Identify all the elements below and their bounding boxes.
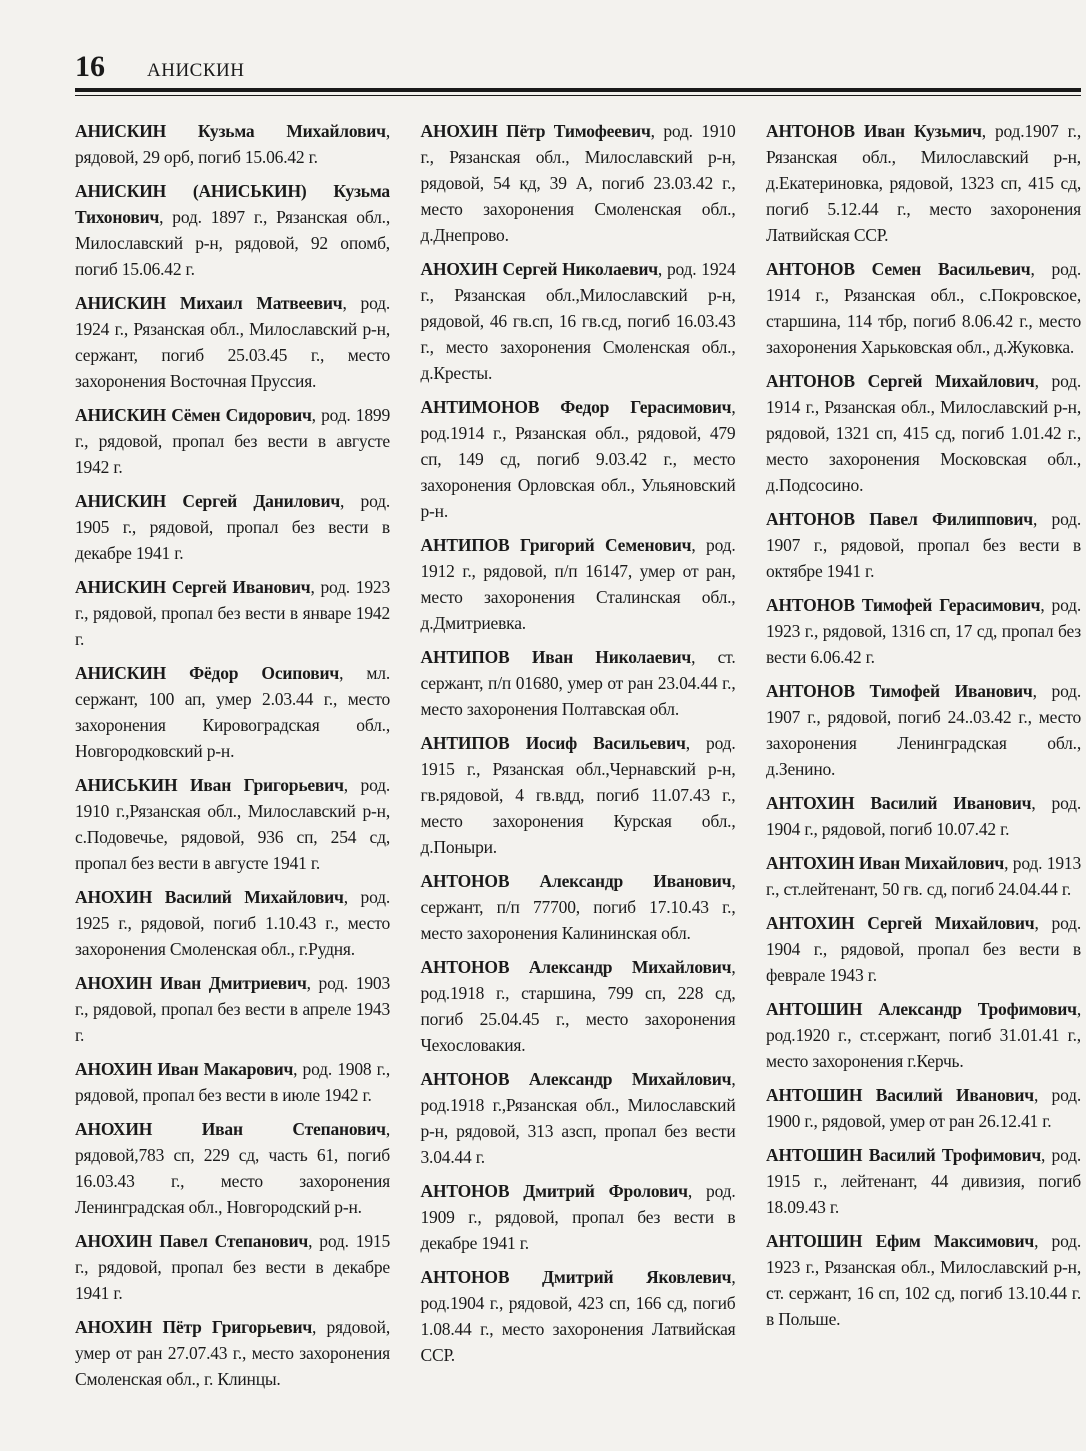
entry-name: АНИСКИН Сергей Данилович bbox=[75, 491, 341, 511]
column-1 bbox=[75, 118, 390, 1418]
entry-details: , род. 1924 г., Рязанская обл., Милославский р-н, сержант, погиб 25.03.45 г., место захоронения Восточная Пруссия. bbox=[75, 293, 391, 391]
entry-name: АНТОШИН Василий Трофимович bbox=[766, 1145, 1041, 1165]
entry-name: АНТОНОВ Дмитрий Яковлевич bbox=[420, 1267, 732, 1287]
entry-details: , род. 1923 г., Рязанская обл., Милославский р-н, ст. сержант, 16 сп, 102 сд, погиб 13.10.44 г. в Польше. bbox=[766, 1231, 1081, 1329]
entry-details: , род. 1923 г., рядовой, пропал без вести в январе 1942 г. bbox=[75, 577, 390, 649]
entry bbox=[421, 954, 736, 1058]
entry-details: , род.1907 г., Рязанская обл., Милославский р-н, д.Екатериновка, рядовой, 1323 сп, 415 сд, погиб 5.12.44 г., место захоронения Латвийская ССР. bbox=[766, 121, 1081, 245]
entry-details: , род. 1915 г., Рязанская обл.,Чернавский р-н, гв.рядовой, 4 гв.вдд, погиб 11.07.43 г., место захоронения Курская обл., д.Поныри. bbox=[420, 733, 736, 857]
entry bbox=[421, 532, 736, 636]
entry bbox=[75, 884, 390, 962]
entry-details: , род. 1915 г., рядовой, пропал без вести в декабре 1941 г. bbox=[75, 1231, 391, 1303]
entry-name: АНТОНОВ Семен Васильевич bbox=[766, 259, 1031, 279]
entry-name: АНОХИН Иван Макарович bbox=[75, 1059, 294, 1079]
entry-details: , род. 1909 г., рядовой, пропал без вести в декабре 1941 г. bbox=[420, 1181, 736, 1253]
entry-details: , род. 1899 г., рядовой, пропал без вести в августе 1942 г. bbox=[75, 405, 390, 477]
entry bbox=[766, 368, 1081, 498]
entry-details: , род.1920 г., ст.сержант, погиб 31.01.41 г., место захоронения г.Керчь. bbox=[766, 999, 1081, 1071]
entry-details: , род. 1908 г., рядовой, пропал без вести в июле 1942 г. bbox=[75, 1059, 391, 1105]
entry-details: , род.1918 г., старшина, 799 сп, 228 сд, погиб 25.04.45 г., место захоронения Чехословакия. bbox=[420, 957, 736, 1055]
entry-name: АНТОНОВ Дмитрий Фролович bbox=[420, 1181, 688, 1201]
entry-details: , род. 1903 г., рядовой, пропал без вести в апреле 1943 г. bbox=[75, 973, 390, 1045]
entry-name: АНОХИН Василий Михайлович bbox=[75, 887, 344, 907]
entry bbox=[421, 644, 736, 722]
entry bbox=[766, 790, 1081, 842]
entry bbox=[75, 1116, 390, 1220]
entry bbox=[766, 678, 1081, 782]
entry-details: , рядовой, умер от ран 27.07.43 г., место захоронения Смоленская обл., г. Клинцы. bbox=[75, 1317, 390, 1389]
column-2 bbox=[421, 118, 736, 1418]
entry-name: АНОХИН Пётр Григорьевич bbox=[75, 1317, 312, 1337]
entry-name: АНОХИН Иван Степанович bbox=[75, 1119, 386, 1139]
entry-details: , род. 1912 г., рядовой, п/п 16147, умер от ран, место захоронения Сталинская обл., д.Дмитриевка. bbox=[420, 535, 736, 633]
entry bbox=[75, 118, 390, 170]
entry-details: , род. 1907 г., рядовой, пропал без вести в октябре 1941 г. bbox=[766, 509, 1082, 581]
entry bbox=[75, 488, 390, 566]
entry-details: , род. 1915 г., лейтенант, 44 дивизия, погиб 18.09.43 г. bbox=[766, 1145, 1082, 1217]
entry bbox=[766, 1142, 1081, 1220]
entry-details: , рядовой, 29 орб, погиб 15.06.42 г. bbox=[75, 121, 390, 167]
entry bbox=[421, 730, 736, 860]
entry-name: АНТОНОВ Сергей Михайлович bbox=[766, 371, 1035, 391]
entry bbox=[766, 1082, 1081, 1134]
entry-name: АНТИМОНОВ Федор Герасимович bbox=[420, 397, 732, 417]
entry bbox=[421, 1066, 736, 1170]
entry bbox=[75, 772, 390, 876]
entry bbox=[421, 394, 736, 524]
entry bbox=[766, 850, 1081, 902]
entry-details: , род. 1904 г., рядовой, пропал без вести в феврале 1943 г. bbox=[766, 913, 1081, 985]
entry-details: , род. 1910 г., Рязанская обл., Милославский р-н, рядовой, 54 кд, 39 А, погиб 23.03.42 г., место захоронения Смоленская обл., д.Днепрово. bbox=[420, 121, 736, 245]
entry bbox=[766, 1228, 1081, 1332]
entry bbox=[766, 592, 1081, 670]
entry bbox=[75, 1228, 390, 1306]
entry bbox=[75, 1314, 390, 1392]
entry-name: АНТИПОВ Иван Николаевич bbox=[420, 647, 692, 667]
entry-name: АНОХИН Сергей Николаевич bbox=[420, 259, 658, 279]
entry bbox=[75, 574, 390, 652]
entry-details: , рядовой,783 сп, 229 сд, часть 61, погиб 16.03.43 г., место захоронения Ленинградская обл., Новгородский р-н. bbox=[75, 1119, 390, 1217]
entry-name: АНТОНОВ Тимофей Герасимович bbox=[766, 595, 1041, 615]
entry-details: , ст. сержант, п/п 01680, умер от ран 23.04.44 г., место захоронения Полтавская обл. bbox=[420, 647, 736, 719]
entry-name: АНОХИН Иван Дмитриевич bbox=[75, 973, 307, 993]
entry-details: , сержант, п/п 77700, погиб 17.10.43 г., место захоронения Калининская обл. bbox=[420, 871, 736, 943]
entry bbox=[421, 118, 736, 248]
entry-details: , род. 1907 г., рядовой, погиб 24..03.42 г., место захоронения Ленинградская обл., д.Зенино. bbox=[766, 681, 1081, 779]
entry-name: АНОХИН Пётр Тимофеевич bbox=[420, 121, 651, 141]
entry-details: , род. 1914 г., Рязанская обл., Милославский р-н, рядовой, 1321 сп, 415 сд, погиб 1.01.42 г., место захоронения Московская обл., д.Подсосино. bbox=[766, 371, 1082, 495]
entry-name: АНТОНОВ Александр Михайлович bbox=[420, 1069, 732, 1089]
entry bbox=[75, 178, 390, 282]
entry-name: АНТОШИН Александр Трофимович bbox=[766, 999, 1077, 1019]
page-number: 16 bbox=[75, 50, 105, 83]
entry-details: , мл. сержант, 100 ап, умер 2.03.44 г., место захоронения Кировоградская обл., Новгородковский р-н. bbox=[75, 663, 390, 761]
entry-name: АНИСКИН Михаил Матвеевич bbox=[75, 293, 343, 313]
entry bbox=[421, 256, 736, 386]
entry-name: АНИСКИН Сергей Иванович bbox=[75, 577, 311, 597]
page-header bbox=[75, 50, 1081, 88]
entry-details: , род. 1914 г., Рязанская обл., с.Покровское, старшина, 114 тбр, погиб 8.06.42 г., место захоронения Харьковская обл., д.Жуковка. bbox=[766, 259, 1081, 357]
entry bbox=[421, 1264, 736, 1368]
entries-columns bbox=[75, 118, 1081, 1418]
running-head: АНИСКИН bbox=[147, 60, 245, 81]
entry-details: , род. 1897 г., Рязанская обл., Милославский р-н, рядовой, 92 опомб, погиб 15.06.42 г. bbox=[75, 207, 390, 279]
entry-details: , род.1918 г.,Рязанская обл., Милославский р-н, рядовой, 313 азсп, пропал без вести 3.04.44 г. bbox=[420, 1069, 736, 1167]
entry-details: , род. 1923 г., рядовой, 1316 сп, 17 сд, пропал без вести 6.06.42 г. bbox=[766, 595, 1082, 667]
entry-details: , род.1914 г., Рязанская обл., рядовой, 479 сп, 149 сд, погиб 9.03.42 г., место захоронения Орловская обл., Ульяновский р-н. bbox=[420, 397, 736, 521]
entry-name: АНИСКИН Сёмен Сидорович bbox=[75, 405, 312, 425]
entry bbox=[766, 506, 1081, 584]
entry-details: , род. 1913 г., ст.лейтенант, 50 гв. сд, погиб 24.04.44 г. bbox=[766, 853, 1081, 899]
entry-name: АНТОШИН Ефим Максимович bbox=[766, 1231, 1035, 1251]
entry-details: , род. 1910 г.,Рязанская обл., Милославский р-н, с.Подовечье, рядовой, 936 сп, 254 сд, пропал без вести в августе 1941 г. bbox=[75, 775, 390, 873]
entry bbox=[75, 402, 390, 480]
entry-name: АНТОНОВ Иван Кузьмич bbox=[766, 121, 982, 141]
entry bbox=[75, 290, 390, 394]
entry bbox=[766, 118, 1081, 248]
entry-name: АНТОХИН Сергей Михайлович bbox=[766, 913, 1035, 933]
entry bbox=[766, 996, 1081, 1074]
entry bbox=[766, 910, 1081, 988]
entry-name: АНТОХИН Василий Иванович bbox=[766, 793, 1032, 813]
entry bbox=[75, 970, 390, 1048]
entry-name: АНТОНОВ Тимофей Иванович bbox=[766, 681, 1033, 701]
entry bbox=[421, 1178, 736, 1256]
entry-name: АНТОНОВ Александр Иванович bbox=[420, 871, 732, 891]
entry bbox=[421, 868, 736, 946]
entry-name: АНИСКИН Кузьма Михайлович bbox=[75, 121, 386, 141]
entry bbox=[75, 1056, 390, 1108]
entry-name: АНОХИН Павел Степанович bbox=[75, 1231, 309, 1251]
entry-details: , род. 1924 г., Рязанская обл.,Милославский р-н, рядовой, 46 гв.сп, 16 гв.сд, погиб 16.03.43 г., место захоронения Смоленская обл., д.Кресты. bbox=[420, 259, 736, 383]
entry-details: , род. 1904 г., рядовой, погиб 10.07.42 г. bbox=[766, 793, 1082, 839]
entry-name: АНТИПОВ Григорий Семенович bbox=[420, 535, 692, 555]
entry-details: , род. 1925 г., рядовой, погиб 1.10.43 г., место захоронения Смоленская обл., г.Рудня. bbox=[75, 887, 390, 959]
entry-name: АНТИПОВ Иосиф Васильевич bbox=[420, 733, 686, 753]
column-3 bbox=[766, 118, 1081, 1418]
entry-name: АНТОШИН Василий Иванович bbox=[766, 1085, 1034, 1105]
entry-name: АНТОНОВ Павел Филиппович bbox=[766, 509, 1033, 529]
entry-name: АНИСЬКИН Иван Григорьевич bbox=[75, 775, 344, 795]
entry-name: АНТОНОВ Александр Михайлович bbox=[420, 957, 732, 977]
entry-name: АНИСКИН Фёдор Осипович bbox=[75, 663, 340, 683]
entry bbox=[766, 256, 1081, 360]
header-rule bbox=[75, 88, 1081, 92]
entry bbox=[75, 660, 390, 764]
entry-details: , род. 1905 г., рядовой, пропал без вести в декабре 1941 г. bbox=[75, 491, 391, 563]
header-rule-thin bbox=[75, 95, 1081, 96]
entry-name: АНИСКИН (АНИСЬКИН) Кузьма Тихонович bbox=[75, 181, 390, 227]
entry-details: , род.1904 г., рядовой, 423 сп, 166 сд, погиб 1.08.44 г., место захоронения Латвийская ССР. bbox=[420, 1267, 736, 1365]
entry-details: , род. 1900 г., рядовой, умер от ран 26.12.41 г. bbox=[766, 1085, 1081, 1131]
entry-name: АНТОХИН Иван Михайлович bbox=[766, 853, 1005, 873]
